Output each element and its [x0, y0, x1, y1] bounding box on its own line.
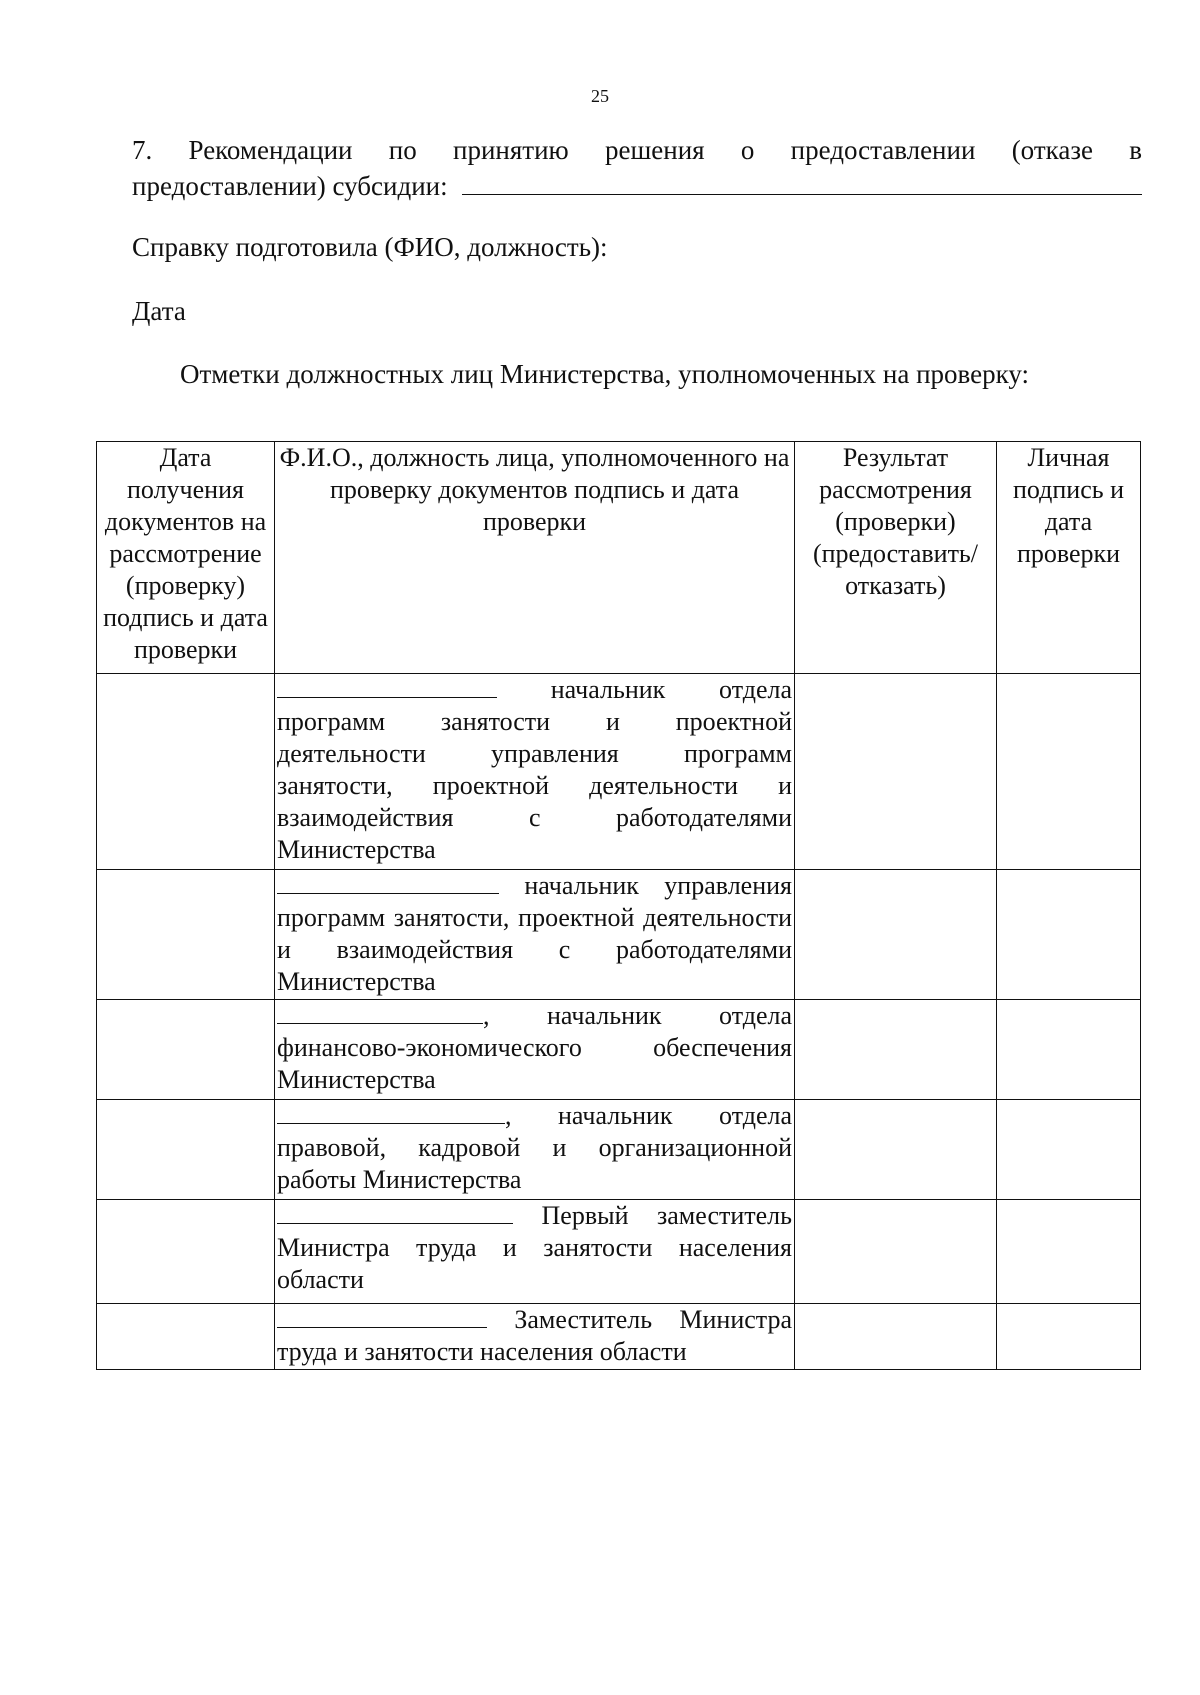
receipt-date-cell — [97, 1304, 275, 1370]
result-cell — [795, 1000, 997, 1100]
result-cell — [795, 1200, 997, 1304]
table-header-row — [97, 442, 1141, 674]
result-cell — [795, 1100, 997, 1200]
table-row — [97, 870, 1141, 1000]
page-number: 25 — [591, 86, 609, 106]
result-cell — [795, 870, 997, 1000]
recommendation-line-2 — [132, 166, 1142, 203]
official-cell — [275, 674, 795, 870]
recommendation-word: о — [740, 135, 755, 165]
recommendation-subsidy-label: предоставлении) субсидии: — [132, 171, 448, 201]
header-signature: Личная подпись и дата проверки — [997, 442, 1141, 674]
signature-cell — [997, 1304, 1141, 1370]
marks-title: Отметки должностных лиц Министерства, уполномоченных на проверку: — [180, 359, 1029, 389]
result-cell — [795, 1304, 997, 1370]
official-cell — [275, 1100, 795, 1200]
official-cell — [275, 1304, 795, 1370]
recommendation-word: 7. — [132, 135, 153, 165]
official-cell — [275, 1000, 795, 1100]
receipt-date-cell — [97, 870, 275, 1000]
signature-blank-line — [277, 1305, 487, 1328]
recommendation-word: по — [388, 135, 417, 165]
official-position: Заместитель Министра труда и занятости населения области — [277, 1305, 792, 1366]
official-cell — [275, 870, 795, 1000]
receipt-date-cell — [97, 674, 275, 870]
signature-blank-line — [277, 1201, 513, 1224]
row-separator: , — [483, 1001, 490, 1030]
header-official: Ф.И.О., должность лица, уполномоченного на проверку документов подпись и дата проверки — [275, 442, 795, 674]
table-row — [97, 1000, 1141, 1100]
table-row — [97, 1200, 1141, 1304]
official-position: начальник отдела программ занятости и проектной деятельности управления программ занятости, проектной деятельности и взаимодействия с работодателями Министерства — [277, 675, 793, 864]
official-cell — [275, 1200, 795, 1304]
table-row — [97, 674, 1141, 870]
checks-table — [96, 441, 1141, 1370]
recommendation-word: принятию — [453, 135, 569, 165]
signature-cell — [997, 674, 1141, 870]
header-result: Результат рассмотрения (проверки) (предоставить/отказать) — [795, 442, 997, 674]
official-position: Первый заместитель Министра труда и занятости населения области — [277, 1201, 793, 1294]
recommendation-word: (отказе — [1011, 135, 1093, 165]
receipt-date-cell — [97, 1100, 275, 1200]
signature-cell — [997, 870, 1141, 1000]
table-row — [97, 1304, 1141, 1370]
signature-blank-line — [277, 1001, 483, 1024]
signature-blank-line — [277, 675, 497, 698]
prepared-by-label: Справку подготовила (ФИО, должность): — [132, 232, 608, 262]
table-row — [97, 1100, 1141, 1200]
official-position: начальник отдела правовой, кадровой и организационной работы Министерства — [277, 1101, 793, 1194]
signature-blank-line — [277, 1101, 505, 1124]
signature-blank-line — [277, 871, 499, 894]
official-position: начальник управления программ занятости, проектной деятельности и взаимодействия с работодателями Министерства — [277, 871, 792, 996]
receipt-date-cell — [97, 1000, 275, 1100]
recommendation-word: решения — [604, 135, 705, 165]
checks-table-container — [96, 441, 1140, 1370]
signature-cell — [997, 1100, 1141, 1200]
recommendation-word: предоставлении — [790, 135, 976, 165]
recommendation-word: в — [1129, 135, 1142, 165]
date-label: Дата — [132, 296, 186, 326]
recommendation-fill-line — [462, 166, 1142, 195]
row-separator: , — [505, 1101, 512, 1130]
signature-cell — [997, 1000, 1141, 1100]
official-position: начальник отдела финансово-экономического обеспечения Министерства — [277, 1001, 793, 1094]
signature-cell — [997, 1200, 1141, 1304]
recommendation-line-1 — [132, 133, 1142, 167]
result-cell — [795, 674, 997, 870]
header-receipt-date: Дата получения документов на рассмотрение (проверку) подпись и дата проверки — [97, 442, 275, 674]
receipt-date-cell — [97, 1200, 275, 1304]
recommendation-word: Рекомендации — [188, 135, 353, 165]
